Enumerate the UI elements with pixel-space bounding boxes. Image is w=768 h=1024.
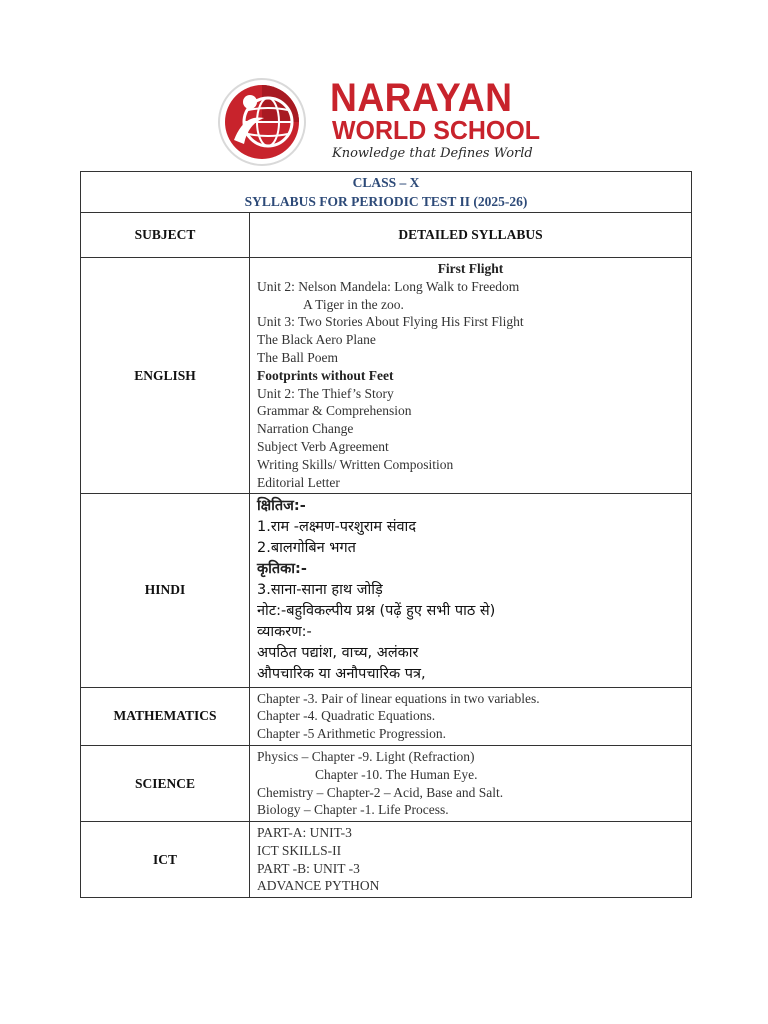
brand-name-line2: WORLD SCHOOL bbox=[332, 115, 540, 145]
list-item: Physics – Chapter -9. Light (Refraction) bbox=[257, 748, 475, 764]
table-row-mathematics bbox=[81, 687, 692, 745]
syllabus-title: SYLLABUS FOR PERIODIC TEST II (2025-26) bbox=[244, 194, 528, 209]
list-item: अपठित पद्यांश, वाच्य, अलंकार bbox=[257, 644, 419, 661]
list-item: Editorial Letter bbox=[257, 474, 340, 490]
table-row-hindi bbox=[81, 494, 692, 687]
english-syllabus bbox=[250, 258, 692, 494]
mathematics-syllabus bbox=[250, 687, 692, 745]
subject-science: SCIENCE bbox=[81, 745, 250, 821]
list-item: A Tiger in the zoo. bbox=[303, 296, 404, 312]
list-item: Unit 2: The Thief’s Story bbox=[257, 385, 394, 401]
list-item: Biology – Chapter -1. Life Process. bbox=[257, 802, 449, 818]
note-line: नोट:-बहुविकल्पीय प्रश्न (पढ़ें हुए सभी पाठ से) bbox=[257, 602, 496, 619]
table-row-english bbox=[81, 258, 692, 494]
brand-name-line1: NARAYAN bbox=[330, 76, 513, 120]
syllabus-table bbox=[80, 171, 692, 898]
list-item: औपचारिक या अनौपचारिक पत्र, bbox=[257, 665, 426, 682]
section-heading-kshitij: क्षितिज:- bbox=[257, 498, 306, 515]
list-item: ADVANCE PYTHON bbox=[257, 878, 380, 894]
list-item: Unit 3: Two Stories About Flying His First Flight bbox=[257, 314, 524, 330]
list-item: Chapter -3. Pair of linear equations in two variables. bbox=[257, 690, 540, 706]
list-item: PART-A: UNIT-3 bbox=[257, 825, 352, 841]
subject-english: ENGLISH bbox=[81, 258, 250, 494]
list-item: Subject Verb Agreement bbox=[257, 438, 389, 454]
table-row-ict bbox=[81, 822, 692, 898]
table-row-science bbox=[81, 745, 692, 821]
list-item: 3.साना-साना हाथ जोड़ि bbox=[257, 581, 383, 598]
list-item: Chapter -10. The Human Eye. bbox=[315, 766, 478, 782]
section-heading-vyakaran: व्याकरण:- bbox=[257, 623, 312, 640]
detailed-syllabus-column-header: DETAILED SYLLABUS bbox=[250, 213, 692, 258]
hindi-syllabus bbox=[250, 494, 692, 687]
list-item: The Ball Poem bbox=[257, 349, 338, 365]
list-item: 1.राम -लक्ष्मण-परशुराम संवाद bbox=[257, 519, 417, 536]
subject-mathematics: MATHEMATICS bbox=[81, 687, 250, 745]
school-emblem-icon bbox=[218, 78, 306, 166]
school-logo bbox=[214, 76, 574, 168]
list-item: Chapter -4. Quadratic Equations. bbox=[257, 708, 436, 724]
book-title-first-flight: First Flight bbox=[437, 261, 504, 276]
list-item: Chapter -5 Arithmetic Progression. bbox=[257, 726, 446, 742]
subject-column-header: SUBJECT bbox=[81, 213, 250, 258]
subject-hindi: HINDI bbox=[81, 494, 250, 687]
book-title-footprints: Footprints without Feet bbox=[257, 367, 394, 383]
title-row bbox=[81, 172, 692, 213]
ict-syllabus bbox=[250, 822, 692, 898]
brand-tagline: Knowledge that Defines World bbox=[332, 146, 533, 161]
list-item: ICT SKILLS-II bbox=[257, 842, 342, 858]
section-heading-kritika: कृतिका:- bbox=[257, 561, 307, 578]
title-cell bbox=[81, 172, 692, 213]
list-item: Chemistry – Chapter-2 – Acid, Base and Salt. bbox=[257, 784, 504, 800]
list-item: The Black Aero Plane bbox=[257, 332, 376, 348]
list-item: 2.बालगोबिन भगत bbox=[257, 540, 356, 557]
list-item: Writing Skills/ Written Composition bbox=[257, 456, 454, 472]
class-label: CLASS – X bbox=[352, 175, 420, 190]
science-syllabus bbox=[250, 745, 692, 821]
list-item: Unit 2: Nelson Mandela: Long Walk to Freedom bbox=[257, 278, 520, 294]
subject-ict: ICT bbox=[81, 822, 250, 898]
list-item: PART -B: UNIT -3 bbox=[257, 860, 360, 876]
list-item: Grammar & Comprehension bbox=[257, 403, 412, 419]
list-item: Narration Change bbox=[257, 421, 354, 437]
column-header-row bbox=[81, 213, 692, 258]
